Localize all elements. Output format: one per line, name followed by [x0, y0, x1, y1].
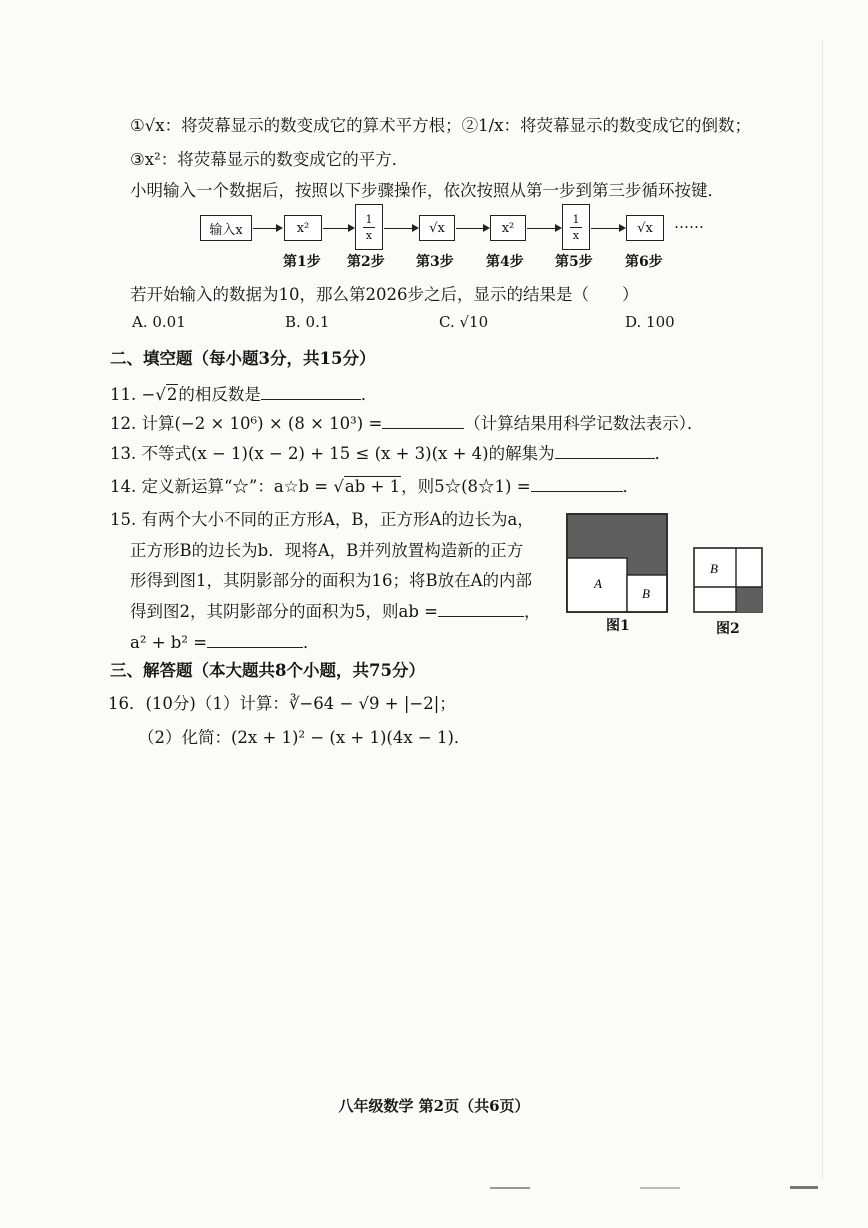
- fig1-label-b: B: [642, 586, 650, 601]
- q11-prefix: 11. −: [110, 385, 156, 404]
- q11-answer-blank[interactable]: [261, 385, 361, 400]
- figure-2: [693, 547, 765, 615]
- key-sqrt-2: √x: [626, 215, 664, 241]
- q15-text-4: 得到图2，其阴影部分的面积为5，则ab =: [130, 602, 438, 621]
- q13-answer-blank[interactable]: [555, 444, 655, 459]
- step-label-1: 第1步: [283, 254, 321, 270]
- q12-note: （计算结果用科学记数法表示）．: [464, 414, 704, 433]
- arrow: [591, 228, 624, 229]
- option-d: D. 100: [625, 313, 675, 331]
- q14-end: ．: [622, 477, 640, 496]
- option-a: A. 0.01: [132, 313, 186, 331]
- q15-comma: ，: [523, 602, 541, 621]
- q15-line-3: 形得到图1，其阴影部分的面积为16；将B放在A的内部: [130, 571, 533, 590]
- step-label-3: 第3步: [416, 254, 454, 270]
- q15-line-5: [130, 629, 320, 653]
- q15-line-2: 正方形B的边长为b．现将A，B并列放置构造新的正方: [130, 541, 524, 560]
- figure-1: [566, 513, 670, 614]
- scan-edge-marks: [490, 1186, 820, 1190]
- q11-text: 的相反数是: [178, 385, 261, 404]
- figure-1-caption: 图1: [606, 618, 630, 634]
- q14-text: 14. 定义新运算“☆”：a☆b =: [110, 477, 334, 496]
- q15-line-1: 15. 有两个大小不同的正方形A，B，正方形A的边长为a，: [110, 510, 534, 529]
- question-11: 11. −√2的相反数是 ．: [110, 385, 378, 404]
- fig2-shaded-corner: [736, 587, 762, 612]
- step-label-2: 第2步: [347, 254, 385, 270]
- intro-line-3: 小明输入一个数据后，按照以下步骤操作，依次按照从第一步到第三步循环按键．: [130, 181, 724, 200]
- intro-line-2: ③x²：将荧幕显示的数变成它的平方．: [130, 150, 409, 169]
- key-square-1: x²: [284, 215, 322, 241]
- fig2-label-b: B: [710, 561, 718, 576]
- q15-line-4: [130, 598, 540, 622]
- fig1-shaded-region-right: [627, 558, 667, 575]
- q12-answer-blank[interactable]: [382, 414, 464, 429]
- q15-end: ．: [303, 633, 320, 652]
- ellipsis: ……: [674, 214, 704, 232]
- q11-radicand: 2: [166, 385, 178, 404]
- input-box: 输入x: [200, 215, 252, 241]
- arrow: [384, 228, 417, 229]
- page-footer: 八年级数学 第2页（共6页）: [338, 1097, 530, 1115]
- fig1-shaded-region-top: [567, 514, 667, 558]
- key-sqrt-1: √x: [419, 215, 455, 241]
- q13-text: 13. 不等式(x − 1)(x − 2) + 15 ≤ (x + 3)(x + 4)的解集为: [110, 444, 555, 463]
- q15-text-5: a² + b² =: [130, 633, 208, 652]
- option-c: C. √10: [439, 313, 489, 331]
- option-b: B. 0.1: [285, 313, 330, 331]
- figure-2-caption: 图2: [716, 621, 740, 637]
- q15-sum-blank[interactable]: [207, 633, 303, 648]
- q12-text: 12. 计算(−2 × 10⁶) × (8 × 10³) =: [110, 414, 383, 433]
- step-label-5: 第5步: [555, 254, 593, 270]
- page-edge-shadow: [822, 40, 823, 1180]
- q11-end: ．: [360, 385, 378, 404]
- arrow: [323, 228, 353, 229]
- key-reciprocal-2: 1 x: [562, 204, 590, 250]
- fig1-label-a: A: [594, 576, 602, 591]
- question-14: 14. 定义新运算“☆”：a☆b = √ab + 1，则5☆(8☆1) = ．: [110, 477, 640, 496]
- q14-radicand: ab + 1: [344, 477, 401, 496]
- arrow: [253, 228, 281, 229]
- intro-line-1: ①√x：将荧幕显示的数变成它的算术平方根；②1/x：将荧幕显示的数变成它的倒数；: [130, 116, 751, 135]
- q16-part-1: 16．(10分)（1）计算：∛−64 − √9 + |−2|；: [108, 694, 456, 713]
- section-2-heading: 二、填空题（每小题3分，共15分）: [110, 349, 376, 368]
- step-label-6: 第6步: [625, 254, 663, 270]
- arrow: [527, 228, 560, 229]
- section-3-heading: 三、解答题（本大题共8个小题，共75分）: [110, 661, 425, 680]
- key-square-2: x²: [490, 215, 526, 241]
- q14-answer-blank[interactable]: [531, 477, 623, 492]
- q14-text-2: ，则5☆(8☆1) =: [401, 477, 531, 496]
- step-label-4: 第4步: [486, 254, 524, 270]
- arrow: [456, 228, 488, 229]
- question-10-stem: 若开始输入的数据为10，那么第2026步之后，显示的结果是（ ）: [130, 285, 639, 304]
- question-12: [110, 410, 704, 434]
- q16-part-2: （2）化简：(2x + 1)² − (x + 1)(4x − 1)．: [138, 728, 471, 747]
- key-reciprocal-1: 1 x: [355, 204, 383, 250]
- key-sequence-diagram: [200, 202, 720, 250]
- q13-end: ．: [654, 444, 672, 463]
- question-13: [110, 440, 671, 464]
- q15-ab-blank[interactable]: [438, 602, 524, 617]
